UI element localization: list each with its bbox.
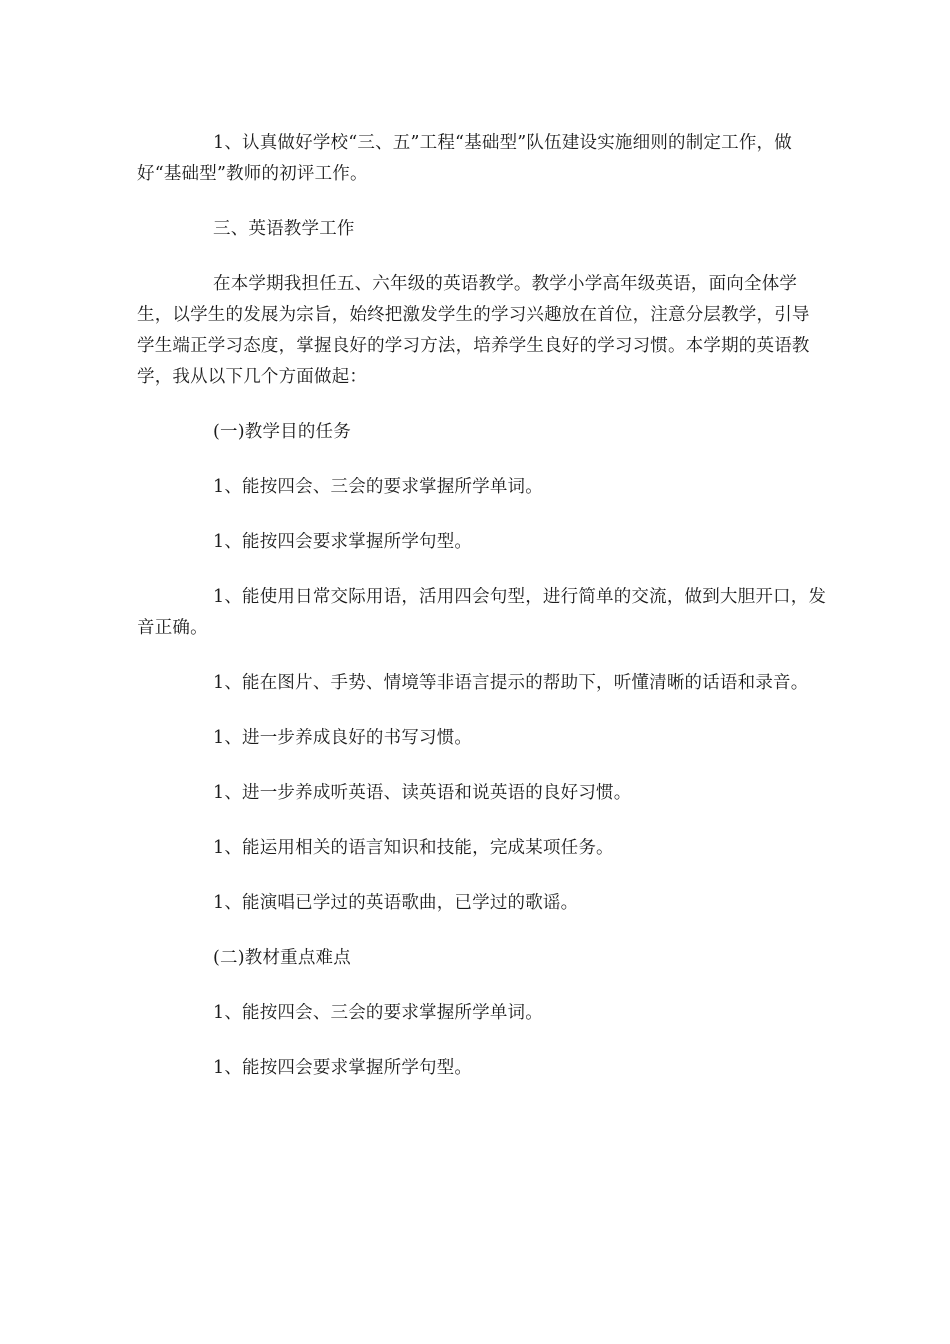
paragraph-english-teaching-intro: 在本学期我担任五、六年级的英语教学。教学小学高年级英语，面向全体学生，以学生的发展为宗旨，始终把激发学生的学习兴趣放在首位，注意分层教学，引导学生端正学习态度，掌握良好的学习方法，培养学生良好的学习习惯。本学期的英语教学，我从以下几个方面做起： — [137, 274, 810, 387]
section-heading-english-teaching: 三、英语教学工作 — [213, 219, 355, 239]
list-item-goal-sentences: 1、能按四会要求掌握所学句型。 — [213, 532, 473, 552]
list-item-key-sentences: 1、能按四会要求掌握所学句型。 — [213, 1058, 473, 1078]
list-item-goal-tasks: 1、能运用相关的语言知识和技能，完成某项任务。 — [213, 838, 614, 858]
list-item-key-words: 1、能按四会、三会的要求掌握所学单词。 — [213, 1003, 543, 1023]
paragraph-basic-team-work: 1、认真做好学校“三、五”工程“基础型”队伍建设实施细则的制定工作，做好“基础型”教师的初评工作。 — [137, 133, 792, 184]
subheading-teaching-goals: (一)教学目的任务 — [213, 422, 351, 442]
document-page — [137, 128, 827, 1084]
list-item-goal-words: 1、能按四会、三会的要求掌握所学单词。 — [213, 477, 543, 497]
list-item-goal-listening: 1、能在图片、手势、情境等非语言提示的帮助下，听懂清晰的话语和录音。 — [213, 673, 809, 693]
subheading-key-difficulties: (二)教材重点难点 — [213, 948, 351, 968]
list-item-goal-language-habit: 1、进一步养成听英语、读英语和说英语的良好习惯。 — [213, 783, 632, 803]
list-item-goal-songs: 1、能演唱已学过的英语歌曲，已学过的歌谣。 — [213, 893, 579, 913]
list-item-goal-communication: 1、能使用日常交际用语，活用四会句型，进行简单的交流，做到大胆开口，发音正确。 — [137, 587, 827, 638]
list-item-goal-writing-habit: 1、进一步养成良好的书写习惯。 — [213, 728, 473, 748]
